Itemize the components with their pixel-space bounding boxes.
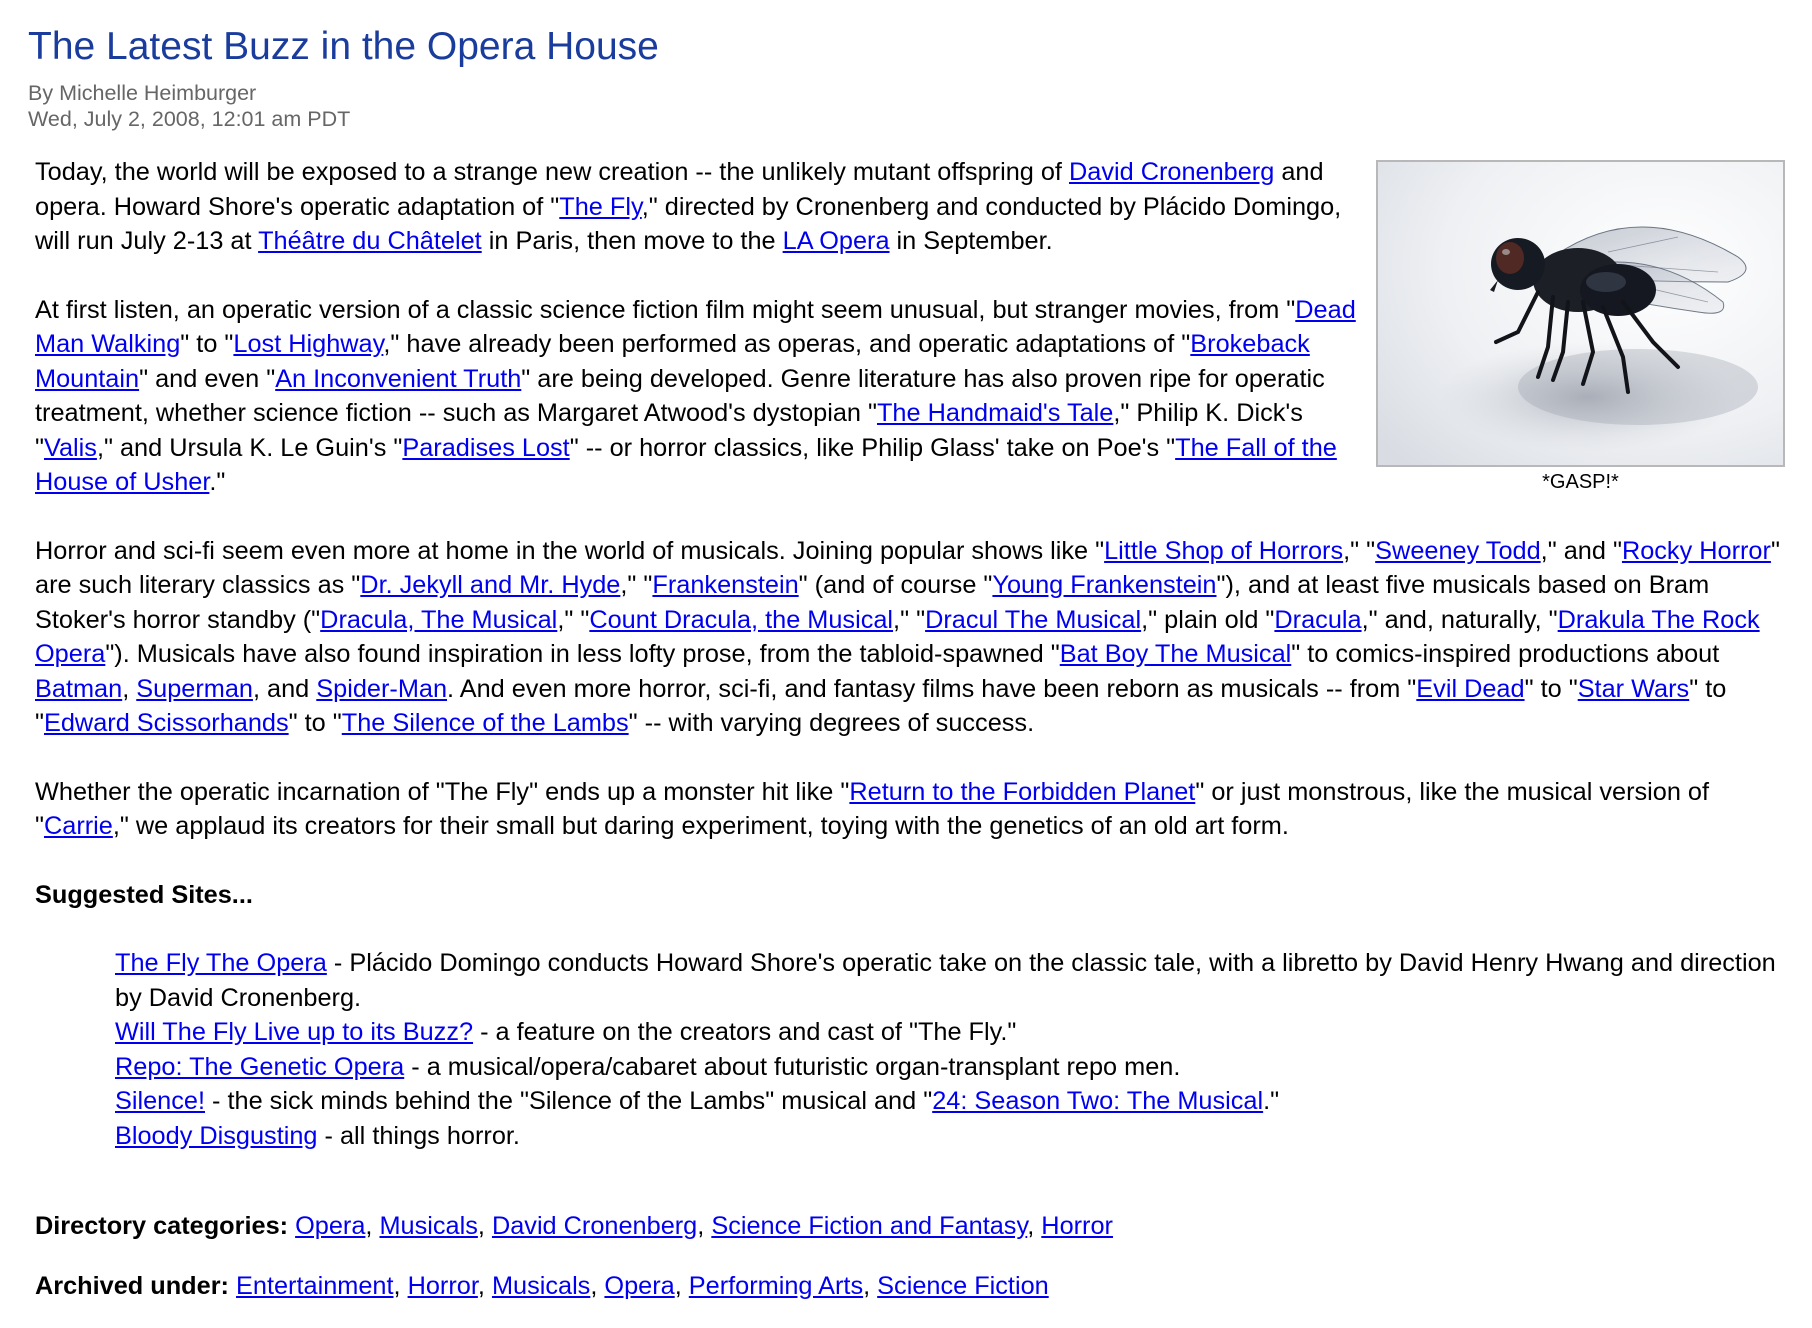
link-carrie[interactable]: Carrie	[43, 812, 113, 840]
link-drakula-the-rock-opera[interactable]: Drakula The Rock Opera	[35, 605, 1760, 668]
category-science-fiction-and-fantasy[interactable]: Science Fiction and Fantasy	[711, 1212, 1028, 1240]
link-frankenstein[interactable]: Frankenstein	[652, 571, 799, 599]
link-evil-dead[interactable]: Evil Dead	[1416, 674, 1525, 703]
text: ," "	[893, 605, 926, 634]
link-paradises-lost[interactable]: Paradises Lost	[402, 433, 570, 462]
separator: ,	[697, 1212, 712, 1240]
archive-performing-arts[interactable]: Performing Arts	[688, 1271, 864, 1300]
text: Horror and sci-fi seem even more at home in the world of musicals. Joining popular shows like "	[35, 536, 1105, 565]
text: ," and "	[1540, 536, 1622, 565]
list-item	[115, 1015, 1785, 1050]
archive-entertainment[interactable]: Entertainment	[236, 1271, 394, 1300]
text: ," have already been performed as operas, and operatic adaptations of "	[383, 330, 1191, 358]
figure	[1376, 160, 1785, 497]
text: " are being developed. Genre literature has also proven ripe for operatic treatment, whether science fiction -- such as Margaret Atwood's dystopian "	[35, 364, 1325, 427]
link-will-the-fly-live-up[interactable]: Will The Fly Live up to its Buzz?	[115, 1018, 474, 1046]
link-young-frankenstein[interactable]: Young Frankenstein	[992, 571, 1217, 599]
text: Whether the operatic incarnation of "The Fly" ends up a monster hit like "	[35, 777, 850, 806]
archive-horror[interactable]: Horror	[407, 1271, 478, 1300]
archive-musicals[interactable]: Musicals	[491, 1271, 591, 1300]
separator: ,	[477, 1212, 492, 1240]
link-repo-the-genetic-opera[interactable]: Repo: The Genetic Opera	[115, 1052, 405, 1081]
text: " -- or horror classics, like Philip Glass' take on Poe's "	[569, 433, 1176, 462]
text: ," "	[1343, 536, 1376, 565]
text: Today, the world will be exposed to a strange new creation -- the unlikely mutant offspring of	[35, 158, 1069, 186]
link-the-fly-the-opera[interactable]: The Fly The Opera	[115, 949, 327, 977]
text: ," Philip K. Dick's "	[35, 399, 1303, 462]
figure-caption: *GASP!*	[1542, 471, 1619, 493]
suggested-sites-list	[35, 946, 1785, 1153]
text: ," directed by Cronenberg and conducted by Plácido Domingo, will run July 2-13 at	[35, 192, 1342, 255]
category-musicals[interactable]: Musicals	[379, 1212, 478, 1240]
text: At first listen, an operatic version of a classic science fiction film might seem unusual, but stranger movies, from "	[35, 295, 1296, 324]
text: " to "	[35, 674, 1727, 737]
link-batman[interactable]: Batman	[35, 674, 123, 703]
directory-label: Directory categories:	[35, 1212, 289, 1240]
text: ," "	[620, 571, 653, 599]
link-dracul-the-musical[interactable]: Dracul The Musical	[925, 605, 1142, 634]
byline	[28, 80, 350, 132]
text: - Plácido Domingo conducts Howard Shore's operatic take on the classic tale, with a libretto by David Henry Hwang and direction by David Cronenberg.	[115, 949, 1776, 1012]
link-bat-boy-the-musical[interactable]: Bat Boy The Musical	[1059, 640, 1292, 668]
category-horror[interactable]: Horror	[1041, 1212, 1113, 1240]
text: " to "	[288, 709, 342, 737]
link-silence-of-the-lambs[interactable]: The Silence of the Lambs	[341, 709, 629, 737]
text: and opera. Howard Shore's operatic adaptation of "	[35, 158, 1324, 221]
text: " to "	[180, 330, 234, 358]
article-title: The Latest Buzz in the Opera House	[28, 25, 659, 68]
text: - a musical/opera/cabaret about futuristic organ-transplant repo men.	[404, 1052, 1181, 1081]
link-bloody-disgusting[interactable]: Bloody Disgusting	[115, 1121, 318, 1150]
category-opera[interactable]: Opera	[295, 1212, 366, 1240]
link-superman[interactable]: Superman	[136, 674, 253, 703]
separator: ,	[477, 1271, 492, 1300]
text: " or just monstrous, like the musical version of "	[35, 777, 1710, 840]
link-la-opera[interactable]: LA Opera	[782, 227, 890, 255]
list-item	[115, 946, 1785, 1015]
text: " (and of course "	[798, 571, 993, 599]
text: - the sick minds behind the "Silence of the Lambs" musical and "	[205, 1087, 933, 1115]
link-fall-of-the-house-of-usher[interactable]: The Fall of the House of Usher	[35, 433, 1337, 496]
author: By Michelle Heimburger	[28, 81, 257, 105]
text: "), and at least five musicals based on Bram Stoker's horror standby ("	[35, 571, 1710, 634]
separator: ,	[674, 1271, 689, 1300]
separator: ,	[393, 1271, 408, 1300]
suggested-sites-heading: Suggested Sites...	[35, 880, 253, 909]
housefly-photo	[1376, 160, 1785, 467]
link-spider-man[interactable]: Spider-Man	[316, 674, 448, 703]
separator: ,	[1027, 1212, 1042, 1240]
article-body	[35, 155, 1785, 1328]
text: " are such literary classics as "	[35, 536, 1780, 599]
text: . And even more horror, sci-fi, and fantasy films have been reborn as musicals -- from "	[447, 674, 1417, 703]
text: ," and Ursula K. Le Guin's "	[96, 433, 403, 462]
link-theatre-du-chatelet[interactable]: Théâtre du Châtelet	[258, 227, 482, 255]
text: - all things horror.	[317, 1121, 520, 1150]
archived-under	[35, 1269, 1785, 1304]
link-rocky-horror[interactable]: Rocky Horror	[1621, 536, 1771, 565]
archived-label: Archived under:	[35, 1271, 229, 1300]
link-the-fly[interactable]: The Fly	[559, 192, 642, 221]
link-sweeney-todd[interactable]: Sweeney Todd	[1375, 536, 1541, 565]
link-star-wars[interactable]: Star Wars	[1577, 674, 1690, 703]
link-dracula[interactable]: Dracula	[1274, 605, 1362, 634]
text: ."	[1263, 1087, 1280, 1115]
link-dead-man-walking[interactable]: Dead Man Walking	[35, 295, 1356, 358]
text: ,	[122, 674, 137, 703]
separator: ,	[863, 1271, 878, 1300]
link-little-shop-of-horrors[interactable]: Little Shop of Horrors	[1104, 536, 1344, 565]
category-david-cronenberg[interactable]: David Cronenberg	[491, 1212, 698, 1240]
text: - a feature on the creators and cast of "The Fly."	[473, 1018, 1017, 1046]
text: ."	[209, 468, 226, 496]
link-silence[interactable]: Silence!	[115, 1087, 205, 1115]
link-24-season-two-the-musical[interactable]: 24: Season Two: The Musical	[932, 1087, 1264, 1115]
link-lost-highway[interactable]: Lost Highway	[233, 330, 384, 358]
archive-opera[interactable]: Opera	[604, 1271, 675, 1300]
link-brokeback-mountain[interactable]: Brokeback Mountain	[35, 330, 1310, 393]
paragraph-3	[35, 534, 1785, 741]
text: " to comics-inspired productions about	[1291, 640, 1720, 668]
text: " -- with varying degrees of success.	[628, 709, 1035, 737]
text: ," we applaud its creators for their small but daring experiment, toying with the genetics of an old art form.	[112, 812, 1289, 840]
link-an-inconvenient-truth[interactable]: An Inconvenient Truth	[275, 364, 522, 393]
text: " to "	[1524, 674, 1578, 703]
link-valis[interactable]: Valis	[43, 433, 97, 462]
paragraph-4	[35, 775, 1785, 844]
list-item	[115, 1119, 1785, 1154]
directory-categories	[35, 1209, 1785, 1244]
link-edward-scissorhands[interactable]: Edward Scissorhands	[43, 709, 289, 737]
separator: ,	[365, 1212, 380, 1240]
list-item	[115, 1084, 1785, 1119]
text: ," "	[557, 605, 590, 634]
text: in September.	[889, 227, 1053, 255]
text: ," plain old "	[1141, 605, 1275, 634]
text: in Paris, then move to the	[481, 227, 783, 255]
link-count-dracula-the-musical[interactable]: Count Dracula, the Musical	[589, 605, 894, 634]
text: ," and, naturally, "	[1361, 605, 1558, 634]
text: " and even "	[139, 364, 276, 393]
link-return-to-the-forbidden-planet[interactable]: Return to the Forbidden Planet	[849, 777, 1196, 806]
text: "). Musicals have also found inspiration in less lofty prose, from the tabloid-spawned "	[105, 640, 1060, 668]
separator: ,	[590, 1271, 605, 1300]
link-the-handmaids-tale[interactable]: The Handmaid's Tale	[876, 399, 1114, 427]
publish-date: Wed, July 2, 2008, 12:01 am PDT	[28, 107, 351, 131]
link-dracula-the-musical[interactable]: Dracula, The Musical	[320, 605, 558, 634]
text: , and	[252, 674, 317, 703]
list-item	[115, 1050, 1785, 1085]
link-david-cronenberg[interactable]: David Cronenberg	[1069, 158, 1275, 186]
archive-science-fiction[interactable]: Science Fiction	[877, 1271, 1049, 1300]
link-dr-jekyll-and-mr-hyde[interactable]: Dr. Jekyll and Mr. Hyde	[360, 571, 621, 599]
